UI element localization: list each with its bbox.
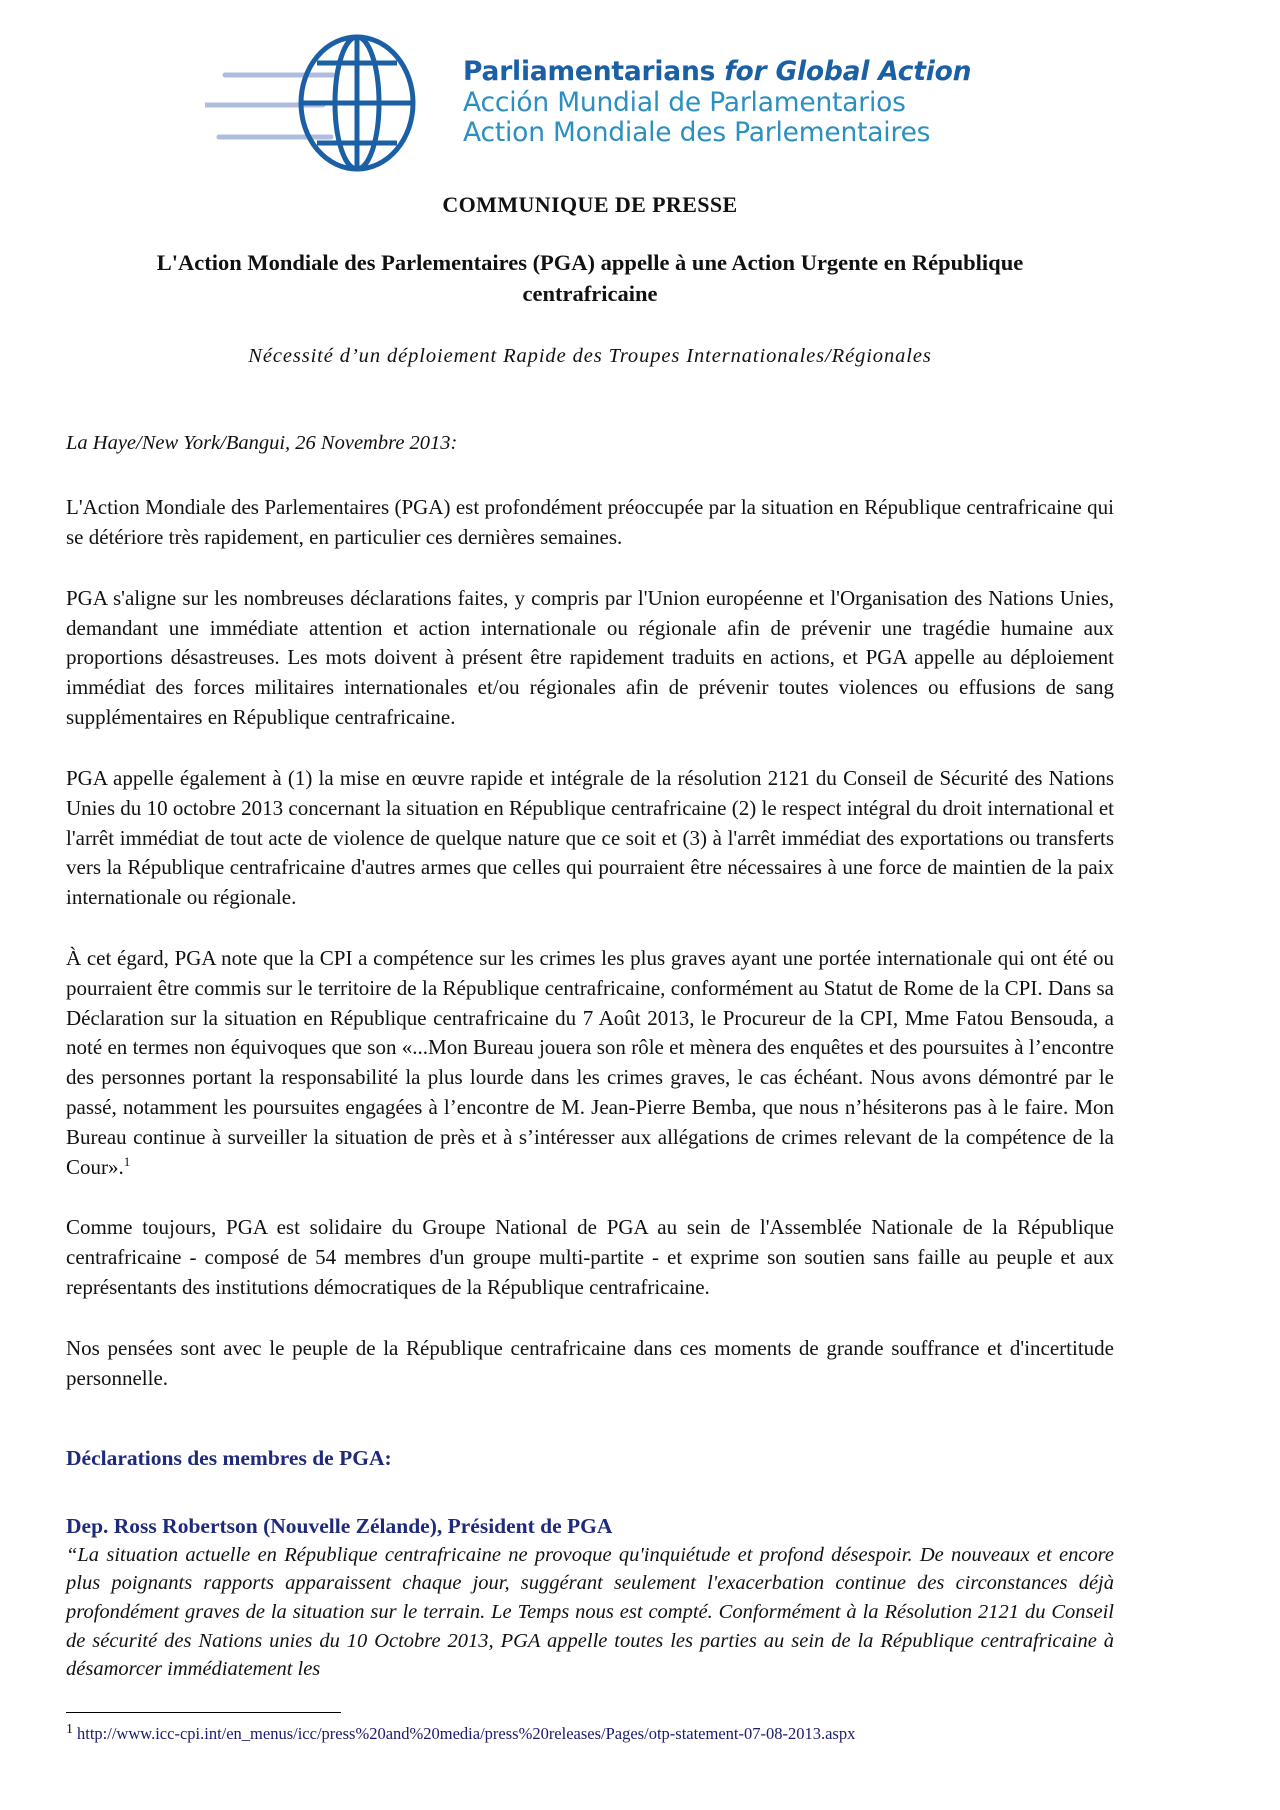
logo-wordmark xyxy=(463,57,971,149)
logo-line-french: Action Mondiale des Parlementaires xyxy=(463,117,931,149)
footnote-number: 1 xyxy=(66,1721,73,1737)
statement-member-name: Dep. Ross Robertson (Nouvelle Zélande), Président de PGA xyxy=(66,1513,613,1538)
statements-heading: Déclarations des membres de PGA: xyxy=(66,1445,392,1470)
logo-line-spanish: Acción Mundial de Parlamentarios xyxy=(463,86,906,118)
paragraph-1: L'Action Mondiale des Parlementaires (PGA) est profondément préoccupée par la situation en République centrafricaine qui se détériore très rapidement, en particulier ces dernières semaines. xyxy=(66,495,1114,549)
footnote-marker[interactable]: 1 xyxy=(123,1153,131,1169)
press-release-kicker: COMMUNIQUE DE PRESSE xyxy=(442,192,738,217)
dateline: La Haye/New York/Bangui, 26 Novembre 2013: xyxy=(66,432,458,455)
paragraph-4-text: À cet égard, PGA note que la CPI a compétence sur les crimes les plus graves ayant une portée internationale qui ont été ou pourraient être commis sur le territoire de la République centrafricaine, conformément au Statut de Rome de la CPI. Dans sa Déclaration sur la situation en République centrafricaine du 7 Août 2013, le Procureur de la CPI, Mme Fatou Bensouda, a noté en termes non équivoques que son «...Mon Bureau jouera son rôle et mènera des enquêtes et des poursuites à l’encontre des personnes portant la responsabilité la plus lourde dans les crimes graves, le cas échéant. Nous avons démontré par le passé, notamment les poursuites engagées à l’encontre de M. Jean-Pierre Bemba, que nous n’hésiterons pas à le faire. Mon Bureau continue à surveiller la situation de près et à s’intéresser aux allégations de crimes relevant de la compétence de la Cour». xyxy=(66,945,1114,1179)
paragraph-3: PGA appelle également à (1) la mise en œuvre rapide et intégrale de la résolution 2121 du Conseil de Sécurité des Nations Unies du 10 octobre 2013 concernant la situation en République centrafricaine (2) le respect intégral du droit international et l'arrêt immédiat de tout acte de violence de quelque nature que ce soit et (3) à l'arrêt immédiat des exportations ou transferts vers la République centrafricaine d'autres armes que celles qui pourraient être nécessaires à une force de maintien de la paix internationale ou régionale. xyxy=(66,765,1114,910)
footnote-url-link[interactable]: http://www.icc-cpi.int/en_menus/icc/press%20and%20media/press%20releases/Pages/otp-statement-07-08-2013.aspx xyxy=(77,1724,856,1743)
paragraph-6: Nos pensées sont avec le peuple de la République centrafricaine dans ces moments de grande souffrance et d'incertitude personnelle. xyxy=(66,1335,1114,1390)
page-subtitle: Nécessité d’un déploiement Rapide des Troupes Internationales/Régionales xyxy=(248,345,932,368)
page-title: L'Action Mondiale des Parlementaires (PGA) appelle à une Action Urgente en République centrafricaine xyxy=(156,250,1024,306)
document-header xyxy=(0,28,1280,178)
paragraph-5: Comme toujours, PGA est solidaire du Groupe National de PGA au sein de l'Assemblée Nationale de la République centrafricaine - composé de 54 membres d'un groupe multi-partite - et exprime son soutien sans faille au peuple et aux représentants des institutions démocratiques de la République centrafricaine. xyxy=(66,1215,1114,1300)
footnote-separator xyxy=(66,1712,341,1713)
statement-member-quote: “La situation actuelle en République centrafricaine ne provoque qu'inquiétude et profond désespoir. De nouveaux et encore plus poignants rapports apparaissent chaque jour, suggérant seulement l'exacerbation continue des circonstances déjà profondément graves de la situation sur le terrain. Le Temps nous est compté. Conformément à la Résolution 2121 du Conseil de sécurité des Nations unies du 10 Octobre 2013, PGA appelle toutes les parties au sein de la République centrafricaine à désamorcer immédiatement les xyxy=(66,1543,1114,1681)
document-body xyxy=(66,192,1114,1684)
logo-line-english: Parliamentarians for Global Action xyxy=(463,55,972,87)
paragraph-2: PGA s'aligne sur les nombreuses déclarations faites, y compris par l'Union européenne et l'Organisation des Nations Unies, demandant une immédiate attention et action internationale ou régionale afin de prévenir une tragédie humaine aux proportions désastreuses. Les mots doivent à présent être rapidement traduits en actions, et PGA appelle au déploiement immédiat des forces militaires internationales et/ou régionales afin de prévenir toutes violences ou effusions de sang supplémentaires en République centrafricaine. xyxy=(66,585,1114,730)
footnote-entry xyxy=(66,1723,1114,1744)
paragraph-4 xyxy=(66,944,1114,1183)
footnote-area xyxy=(66,1712,1114,1744)
globe-logo-icon xyxy=(205,33,455,173)
